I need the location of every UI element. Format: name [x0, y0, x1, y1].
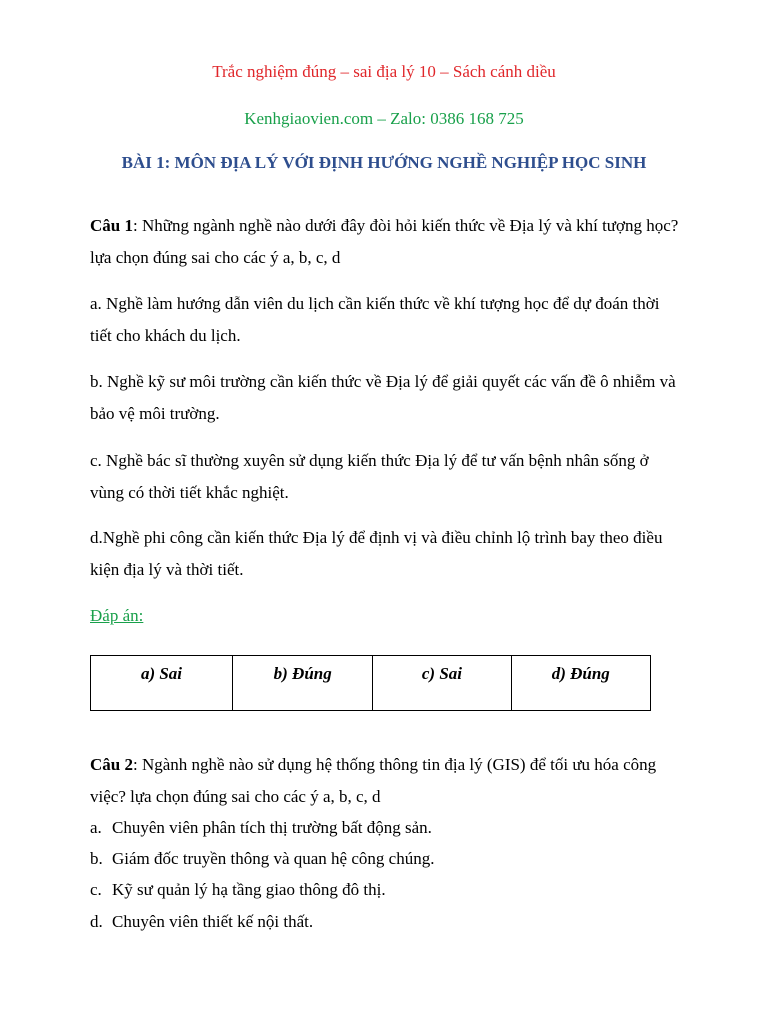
- question-1-option-d: d.Nghề phi công cần kiến thức Địa lý để định vị và điều chỉnh lộ trình bay theo điều kiện địa lý và thời tiết.: [90, 528, 663, 579]
- option-letter: c.: [90, 880, 102, 899]
- option-text: Chuyên viên thiết kế nội thất.: [112, 912, 314, 931]
- option-letter: a.: [90, 818, 102, 837]
- question-2-text: : Ngành nghề nào sử dụng hệ thống thông tin địa lý (GIS) để tối ưu hóa công việc? lựa chọn đúng sai cho các ý a, b, c, d: [90, 755, 657, 806]
- question-2: [90, 749, 685, 813]
- option-text: Kỹ sư quản lý hạ tầng giao thông đô thị.: [112, 880, 386, 899]
- question-2-option-b: [90, 849, 690, 869]
- answer-cell-b: b) Đúng: [232, 656, 372, 711]
- option-text: Chuyên viên phân tích thị trường bất động sản.: [112, 818, 432, 837]
- header-line-1: Trắc nghiệm đúng – sai địa lý 10 – Sách cánh diều: [212, 62, 556, 81]
- question-1-option-a: a. Nghề làm hướng dẫn viên du lịch cần kiến thức về khí tượng học để dự đoán thời tiết cho khách du lịch.: [90, 294, 660, 345]
- answer-cell-c: c) Sai: [373, 656, 511, 711]
- answer-cell-a: a) Sai: [91, 656, 233, 711]
- question-1-option-c: c. Nghề bác sĩ thường xuyên sử dụng kiến thức Địa lý để tư vấn bệnh nhân sống ở vùng có thời tiết khắc nghiệt.: [90, 451, 649, 502]
- question-2-option-d: [90, 912, 690, 932]
- option-text: Giám đốc truyền thông và quan hệ công chúng.: [112, 849, 435, 868]
- question-2-option-a: [90, 818, 690, 838]
- question-1: [90, 210, 685, 274]
- option-letter: d.: [90, 912, 103, 931]
- question-1-option-b: b. Nghề kỹ sư môi trường cần kiến thức về Địa lý để giải quyết các vấn đề ô nhiễm và bảo vệ môi trường.: [90, 372, 676, 423]
- question-1-label: Câu 1: [90, 216, 133, 235]
- question-2-option-c: [90, 880, 690, 900]
- table-row: [91, 656, 651, 711]
- lesson-title: BÀI 1: MÔN ĐỊA LÝ VỚI ĐỊNH HƯỚNG NGHỀ NGHIỆP HỌC SINH: [121, 153, 647, 172]
- answer-cell-d: d) Đúng: [511, 656, 651, 711]
- question-1-text: : Những ngành nghề nào dưới đây đòi hỏi kiến thức về Địa lý và khí tượng học?lựa chọn đúng sai cho các ý a, b, c, d: [90, 216, 679, 267]
- answer-label: Đáp án:: [90, 606, 144, 625]
- question-2-label: Câu 2: [90, 755, 133, 774]
- option-letter: b.: [90, 849, 103, 868]
- answer-table: [90, 655, 651, 711]
- header-line-2: Kenhgiaovien.com – Zalo: 0386 168 725: [244, 109, 524, 128]
